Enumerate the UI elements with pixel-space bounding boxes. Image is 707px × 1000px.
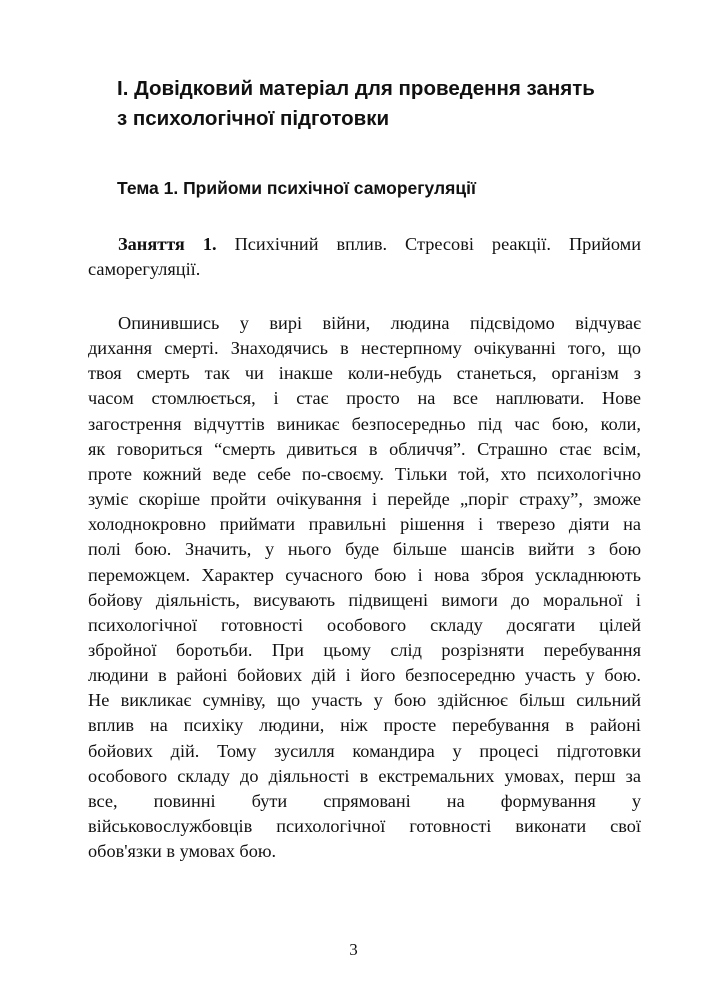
paragraph-line: загострення відчуттів виникає безпосередньо під час бою, коли, — [88, 413, 641, 434]
paragraph-line: зуміє скоріше пройти очікування і перейде „поріг страху”, зможе — [88, 489, 641, 510]
paragraph-line: все, повинні бути спрямовані на формування у — [88, 790, 641, 811]
paragraph-line: Не викликає сумніву, що участь у бою здійснює більш сильний — [88, 690, 641, 711]
paragraph-line: переможцем. Характер сучасного бою і нова зброя ускладнюють — [88, 564, 641, 585]
paragraph-line: полі бою. Значить, у нього буде більше шансів вийти з бою — [88, 539, 641, 560]
paragraph-line: твоя смерть так чи інакше коли-небудь станеться, організм з — [88, 363, 641, 384]
section-heading-line-2: з психологічної підготовки — [117, 107, 390, 130]
lesson-line-1 — [118, 232, 641, 257]
paragraph-line: холоднокровно приймати правильні рішення і тверезо діяти на — [88, 514, 641, 535]
paragraph-line: психологічної готовності особового складу досягати цілей — [88, 614, 641, 635]
paragraph-line: проте кожний веде себе по-своєму. Тільки той, хто психологічно — [88, 463, 641, 484]
paragraph-line: бойову діяльність, висувають підвищені вимоги до моральної і — [88, 589, 641, 610]
paragraph-line: вплив на психіку людини, ніж просте перебування в районі — [88, 715, 641, 736]
section-heading-line-1: І. Довідковий матеріал для проведення занять — [117, 77, 595, 100]
paragraph-line: військовослужбовців психологічної готовності виконати свої — [88, 816, 641, 836]
lesson-line-2: саморегуляції. — [88, 259, 201, 279]
topic-heading: Тема 1. Прийоми психічної саморегуляції — [117, 178, 476, 198]
paragraph-line: людини в районі бойових дій і його безпосередню участь у бою. — [88, 665, 641, 686]
lesson-label: Заняття 1. — [118, 234, 217, 254]
paragraph-line: обов'язки в умовах бою. — [88, 841, 277, 862]
paragraph-line: як говориться “смерть дивиться в обличчя”. Страшно стає всім, — [88, 438, 641, 459]
lesson-title: Психічний вплив. Стресові реакції. Прийоми — [216, 234, 642, 254]
paragraph-line: бойових дій. Тому зусилля командира у процесі підготовки — [88, 740, 641, 761]
paragraph-line: дихання смерті. Знаходячись в нестерпному очікуванні того, що — [88, 338, 641, 359]
paragraph-line: особового складу до діяльності в екстремальних умовах, перш за — [88, 765, 641, 786]
paragraph-line: Опинившись у вирі війни, людина підсвідомо відчуває — [118, 313, 641, 333]
page-number: 3 — [349, 940, 358, 959]
paragraph-line: часом стомлюється, і стає просто на все наплювати. Нове — [88, 388, 641, 409]
paragraph-line: збройної боротьби. При цьому слід розрізняти перебування — [88, 639, 641, 660]
